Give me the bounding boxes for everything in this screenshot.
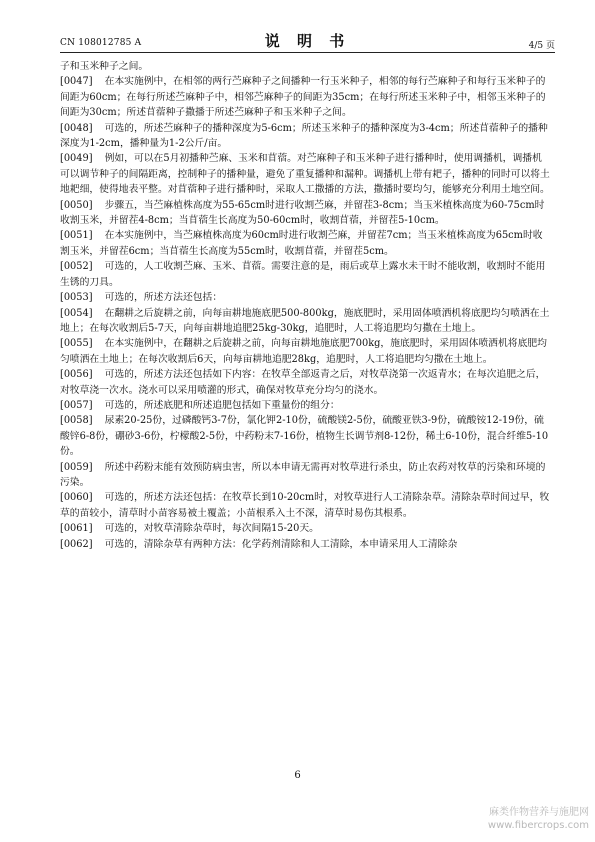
document-body [60, 59, 550, 552]
paragraph-text: 尿素20-25份，过磷酸钙3-7份，氯化钾2-10份，硫酸镁2-5份，硫酸亚铁3-9份，硫酸铵12-19份，硫酸锌6-8份，硼砂3-6份，柠檬酸2-5份，中药粉末7-16份，植物生长调节剂8-12份，稀土6-10份，混合纤维5-10份。 [60, 415, 549, 458]
paragraph-number: [0059] [60, 461, 93, 473]
paragraph [60, 398, 550, 413]
patent-number: CN 108012785 A [60, 38, 142, 48]
paragraph [60, 336, 550, 367]
paragraph-text: 可选的，所述方法还包括如下内容：在牧草全部返青之后，对牧草浇第一次返青水；在每次追肥之后，对牧草浇一次水。浇水可以采用喷灌的形式，确保对牧草充分均匀的浇水。 [60, 369, 546, 396]
paragraph-text: 在本实施例中，当苎麻植株高度为60cm时进行收割苎麻，并留茬7cm；当玉米植株高度为65cm时收割玉米，并留茬6cm；当苜蓿生长高度为55cm时，收割苜蓿，并留茬5cm。 [60, 230, 543, 257]
paragraph-text: 在本实施例中，在相邻的两行苎麻种子之间播种一行玉米种子，相邻的每行苎麻种子和每行玉米种子的间距为60cm；在每行所述苎麻种子中，相邻苎麻种子的间距为35cm；在每行所述玉米种子中，相邻玉米种子的间距为30cm；所述苜蓿种子撒播于所述苎麻种子和玉米种子之间。 [60, 76, 546, 119]
paragraph [60, 306, 550, 337]
paragraph [60, 259, 550, 290]
watermark-name: 麻类作物营养与施肥网 [489, 807, 589, 818]
paragraph-text: 例如，可以在5月初播种苎麻、玉米和苜蓿。对苎麻种子和玉米种子进行播种时，使用调播机，调播机可以调节种子的间隔距离，控制种子的播种量，避免了重复播种和漏种。调播机上带有耙子，播种的同时可以将土地耙细，使得地表平整。对苜蓿种子进行播种时，采取人工撒播的方法，撒播时要均匀，能够充分利用土地空间。 [60, 153, 550, 196]
paragraph-number: [0057] [60, 399, 93, 411]
paragraph-text: 可选的，人工收割苎麻、玉米、苜蓿。需要注意的是，雨后或草上露水未干时不能收割，收割时不能用生锈的刀具。 [60, 261, 546, 288]
paragraph-text: 可选的，清除杂草有两种方法：化学药剂清除和人工清除，本申请采用人工清除杂 [104, 538, 458, 550]
paragraph-number: [0055] [60, 338, 93, 350]
paragraph-number: [0058] [60, 415, 93, 427]
paragraph [60, 198, 550, 229]
page-header [60, 30, 555, 53]
paragraph-number: [0062] [60, 538, 93, 550]
paragraph-number: [0049] [60, 153, 93, 165]
paragraph [60, 460, 550, 491]
paragraph-text: 可选的，所述方法还包括：在牧草长到10-20cm时，对牧草进行人工清除杂草。清除杂草时间过早，牧草的苗较小，清草时小苗容易被土覆盖；小苗根系入土不深，清草时易伤其根系。 [60, 492, 550, 519]
watermark [488, 806, 589, 832]
paragraph-text: 可选的，所述方法还包括： [104, 292, 223, 304]
paragraph-text: 子和玉米种子之间。 [60, 61, 149, 72]
page-info: 4/5 页 [528, 41, 555, 51]
paragraph-number: [0051] [60, 230, 93, 242]
paragraph [60, 290, 550, 305]
paragraph-number: [0047] [60, 76, 93, 88]
paragraph [60, 74, 550, 120]
paragraph-number: [0050] [60, 199, 93, 211]
paragraph-number: [0054] [60, 307, 93, 319]
paragraph-number: [0061] [60, 523, 93, 535]
paragraph-text: 可选的，所述苎麻种子的播种深度为5-6cm；所述玉米种子的播种深度为3-4cm；所述苜蓿种子的播种深度为1-2cm，播种量为1-2公斤/亩。 [60, 122, 548, 150]
paragraph-text: 在翻耕之后旋耕之前，向每亩耕地施底肥500-800kg，施底肥时，采用固体喷洒机将底肥均匀喷洒在土地上；在每次收割后5-7天，向每亩耕地追肥25kg-30kg，追肥时，人工将追肥均匀撒在土地上。 [60, 307, 550, 334]
paragraph-number: [0048] [60, 122, 93, 134]
paragraph [60, 121, 550, 152]
paragraph-number: [0052] [60, 261, 93, 273]
watermark-url: www.fibercrops.com [487, 820, 589, 831]
paragraph [60, 151, 550, 197]
paragraph-text: 可选的，对牧草清除杂草时，每次间隔15-20天。 [104, 523, 319, 535]
document-title: 说 明 书 [264, 32, 351, 50]
paragraph [60, 521, 550, 536]
paragraph-number: [0056] [60, 369, 93, 381]
paragraph [60, 367, 550, 398]
paragraph-text: 所述中药粉末能有效预防病虫害，所以本申请无需再对牧草进行杀虫，防止农药对牧草的污染和环境的污染。 [60, 461, 546, 488]
paragraph [60, 59, 550, 74]
paragraph-text: 在本实施例中，在翻耕之后旋耕之前，向每亩耕地施底肥700kg，施底肥时，采用固体喷洒机将底肥均匀喷洒在土地上；在每次收割后6天，向每亩耕地追肥28kg，追肥时，人工将追肥均匀撒在土地上。 [60, 338, 547, 365]
paragraph [60, 490, 550, 521]
paragraph [60, 228, 550, 259]
paragraph-number: [0060] [60, 492, 93, 504]
paragraph-number: [0053] [60, 292, 93, 304]
paragraph-text: 步骤五，当苎麻植株高度为55-65cm时进行收割苎麻，并留茬3-8cm；当玉米植株高度为60-75cm时收割玉米，并留茬4-8cm；当苜蓿生长高度为50-60cm时，收割苜蓿，并留茬5-10cm。 [60, 199, 545, 227]
page-number: 6 [294, 770, 301, 781]
paragraph-text: 可选的，所述底肥和所述追肥包括如下重量份的组分： [104, 399, 340, 411]
paragraph [60, 537, 550, 552]
paragraph [60, 413, 550, 459]
